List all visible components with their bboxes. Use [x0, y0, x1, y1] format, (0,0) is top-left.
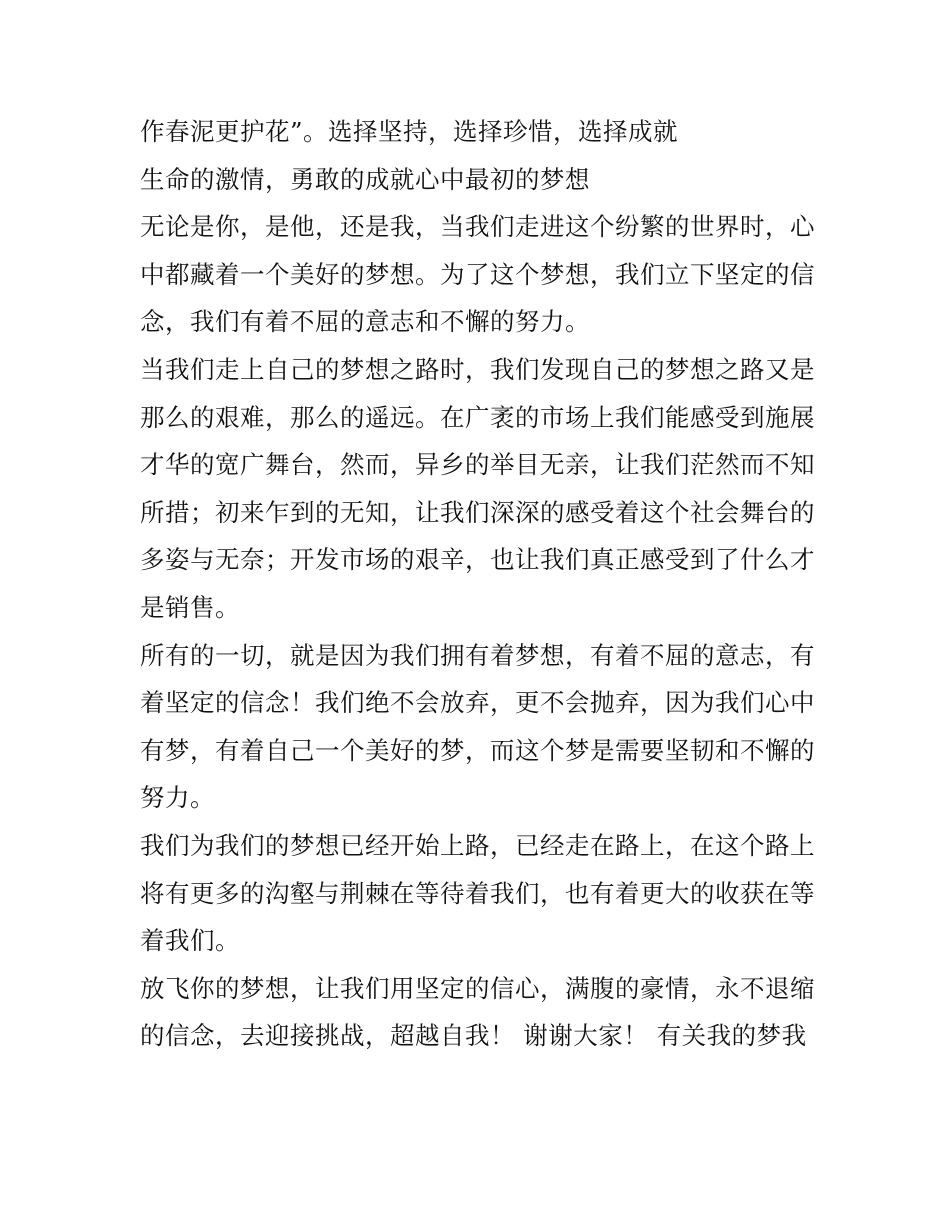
- text-line: 有梦，有着自己一个美好的梦，而这个梦是需要坚韧和不懈的: [140, 735, 815, 765]
- text-line: 是销售。: [140, 592, 240, 622]
- text-line: 着我们。: [140, 926, 240, 956]
- text-line: 作春泥更护花”。选择坚持，选择珍惜，选择成就: [140, 117, 679, 146]
- text-line: 的信念，去迎接挑战，超越自我！ 谢谢大家！ 有关我的梦我: [140, 1021, 807, 1051]
- text-line: 所措；初来乍到的无知，让我们深深的感受着这个社会舞台的: [140, 497, 815, 527]
- text-line: 无论是你，是他，还是我，当我们走进这个纷繁的世界时，心: [140, 212, 815, 242]
- text-line: 努力。: [140, 783, 215, 813]
- text-line: 念，我们有着不屈的意志和不懈的努力。: [140, 307, 590, 337]
- text-line: 我们为我们的梦想已经开始上路，已经走在路上，在这个路上: [140, 830, 815, 860]
- text-line: 才华的宽广舞台，然而，异乡的举目无亲，让我们茫然而不知: [140, 450, 815, 480]
- document-page: [140, 108, 820, 1060]
- text-line: 中都藏着一个美好的梦想。为了这个梦想，我们立下坚定的信: [140, 259, 815, 289]
- text-line: 着坚定的信念！我们绝不会放弃，更不会抛弃，因为我们心中: [140, 688, 815, 718]
- text-line: 生命的激情，勇敢的成就心中最初的梦想: [140, 164, 590, 194]
- text-line: 当我们走上自己的梦想之路时，我们发现自己的梦想之路又是: [140, 354, 815, 384]
- text-line: 将有更多的沟壑与荆棘在等待着我们，也有着更大的收获在等: [140, 878, 815, 908]
- text-line: 多姿与无奈；开发市场的艰辛，也让我们真正感受到了什么才: [140, 545, 815, 575]
- text-line: 那么的艰难，那么的遥远。在广袤的市场上我们能感受到施展: [140, 402, 815, 432]
- text-line: 所有的一切，就是因为我们拥有着梦想，有着不屈的意志，有: [140, 640, 815, 670]
- text-line: 放飞你的梦想，让我们用坚定的信心，满腹的豪情，永不退缩: [140, 973, 815, 1003]
